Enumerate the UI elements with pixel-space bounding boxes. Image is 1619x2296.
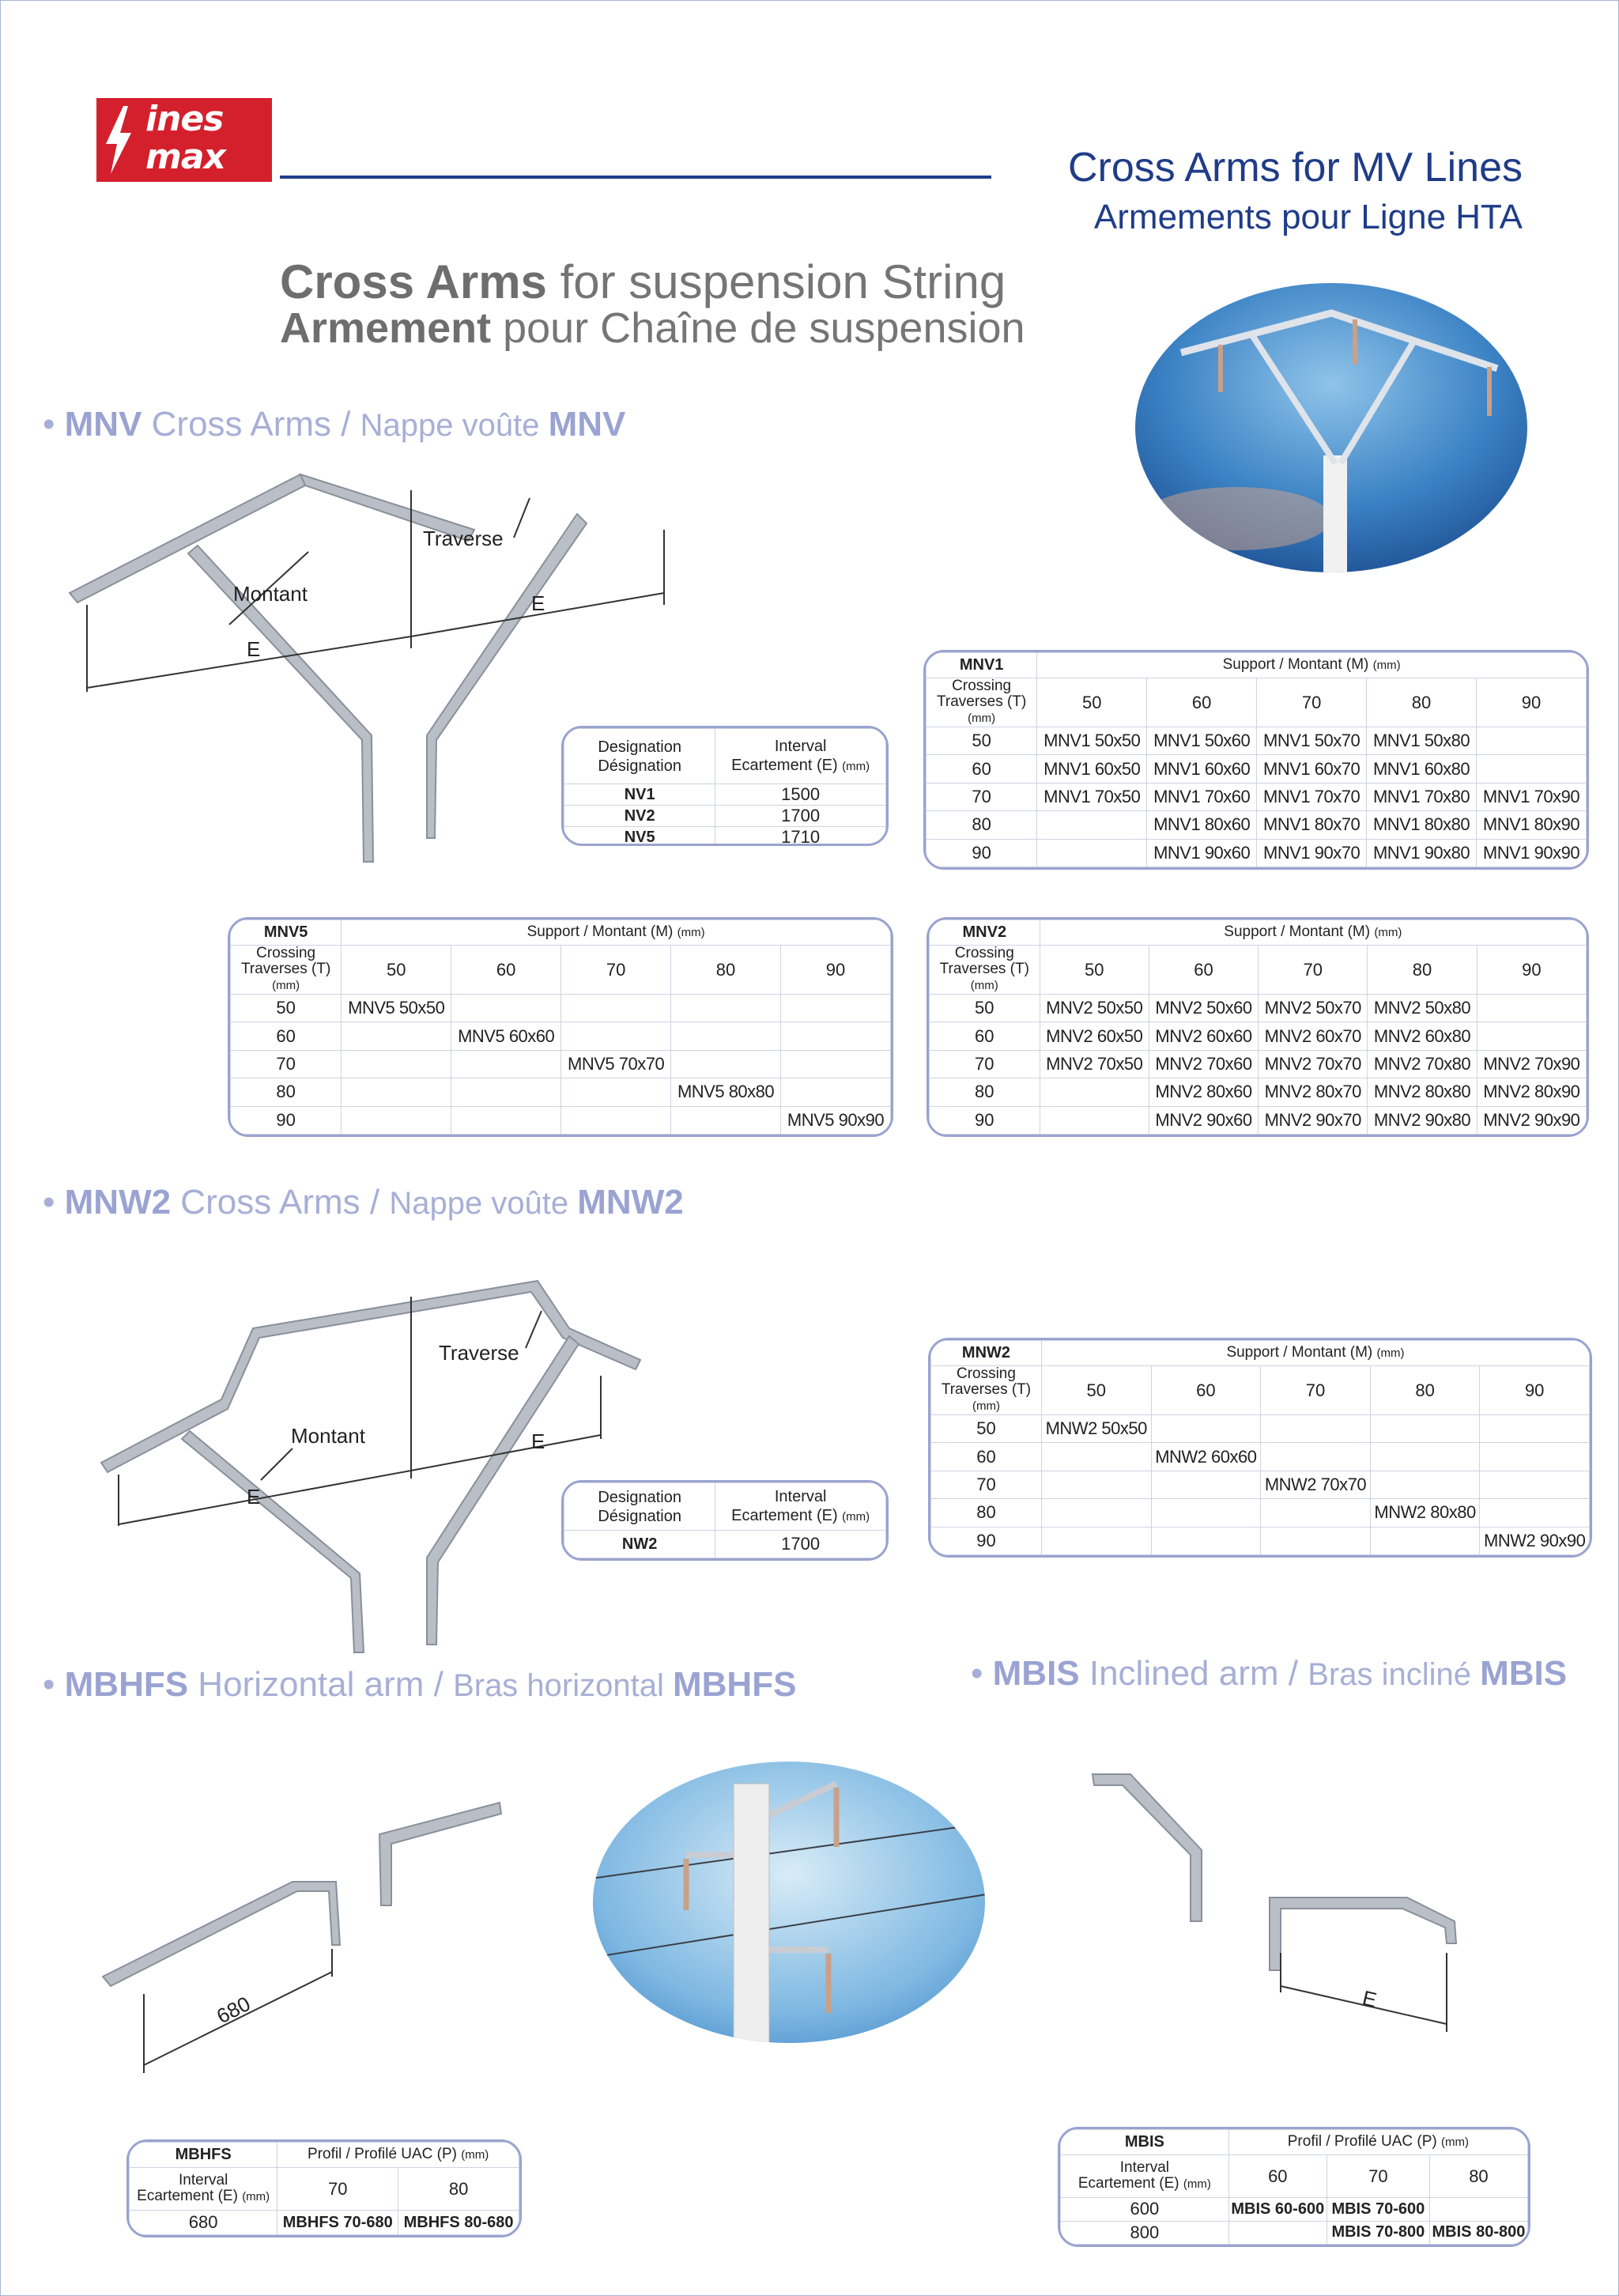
h: Interval [774, 1487, 827, 1505]
crossing-header [926, 678, 1037, 727]
mnw2-diagram [95, 1265, 648, 1652]
label-montant: Montant [291, 1424, 365, 1448]
table-cell: 1700 [715, 806, 886, 827]
col-header: 90 [1477, 946, 1586, 995]
interval-table-nw [561, 1480, 889, 1561]
table-cell [1228, 2221, 1327, 2245]
table-cell: MNV2 60x80 [1368, 1022, 1477, 1050]
table-cell: MNV1 90x90 [1477, 839, 1587, 867]
row-header: 80 [931, 1499, 1042, 1527]
col-header: 70 [561, 946, 671, 995]
section-code-fr: MBHFS [672, 1665, 797, 1704]
table-cell: MNV2 80x60 [1149, 1078, 1258, 1106]
table-cell [1480, 1471, 1590, 1498]
table-cell: NV1 [564, 784, 715, 806]
table-cell: MNW2 90x90 [1480, 1527, 1590, 1554]
table-mbis [1058, 2127, 1530, 2247]
interval-table-nv [561, 726, 889, 846]
h: Ecartement (E) [731, 1506, 843, 1524]
unit: (mm) [1372, 659, 1401, 672]
table-cell: MNV2 70x60 [1149, 1050, 1258, 1078]
table-cell [1261, 1499, 1371, 1527]
h: Support / Montant (M) [1224, 923, 1375, 940]
unit: (mm) [1374, 926, 1402, 939]
table-cell: MBHFS 80-680 [398, 2211, 519, 2235]
table-cell [1480, 1499, 1590, 1527]
section-code-fr: MNV [548, 405, 626, 444]
table-cell [1151, 1499, 1261, 1527]
table-cell [1480, 1443, 1590, 1471]
table-cell: MNV1 50x60 [1147, 727, 1257, 755]
table-cell [561, 1022, 671, 1050]
table-cell: MNV5 80x80 [671, 1078, 781, 1106]
unit: (mm) [677, 926, 705, 939]
profil-header [277, 2143, 519, 2168]
col-header: 90 [781, 946, 891, 995]
section-en: Horizontal arm / [188, 1665, 454, 1704]
row-header: 60 [926, 755, 1037, 783]
col-header: 70 [277, 2168, 398, 2211]
h: Designation [598, 1488, 681, 1506]
label-traverse: Traverse [423, 527, 504, 550]
h: Ecartement (E) [137, 2188, 243, 2204]
row-header: 60 [231, 1022, 342, 1050]
h: Désignation [598, 757, 681, 775]
table-cell: MNV1 60x50 [1037, 755, 1147, 783]
col-interval [715, 729, 886, 784]
table-cell [561, 1078, 671, 1106]
subtitle-fr [280, 304, 1025, 353]
col-header: 80 [1368, 946, 1477, 995]
support-header [342, 920, 891, 946]
label-e-right: E [531, 1429, 545, 1453]
logo-text-line2: max [145, 137, 225, 177]
subtitle-fr-rest: pour Chaîne de suspension [491, 304, 1025, 352]
table-cell: 1700 [715, 1531, 886, 1558]
mbhfs-diagram [95, 1787, 522, 2087]
col-header: 60 [1151, 1366, 1261, 1415]
row-header: 80 [930, 1078, 1040, 1106]
table-cell: MNV1 80x60 [1147, 811, 1257, 839]
table-cell: MBIS 80-800 [1429, 2221, 1527, 2245]
table-cell: 800 [1061, 2221, 1229, 2245]
table-cell: MNV1 70x60 [1147, 783, 1257, 810]
table-cell [342, 1022, 451, 1050]
col-interval [715, 1483, 886, 1531]
table-name: MBHFS [130, 2143, 277, 2168]
h: Désignation [598, 1507, 681, 1525]
col-header: 90 [1477, 678, 1587, 727]
col-header: 90 [1480, 1366, 1590, 1415]
table-cell: MNW2 50x50 [1041, 1415, 1151, 1443]
section-fr: Bras incliné [1308, 1657, 1481, 1692]
row-header: 60 [930, 1022, 1040, 1050]
h: Support / Montant (M) [1222, 656, 1373, 673]
table-cell [671, 995, 781, 1022]
table-cell [671, 1106, 781, 1134]
table-cell [781, 1022, 891, 1050]
table-cell: MNV1 50x70 [1257, 727, 1367, 755]
table-name: MBIS [1061, 2130, 1229, 2155]
table-cell [561, 995, 671, 1022]
table-cell: NV5 [564, 827, 715, 847]
h: Support / Montant (M) [1226, 1344, 1377, 1361]
mnv-photo [1134, 281, 1529, 574]
table-cell: MNV5 50x50 [342, 995, 451, 1022]
table-name: MNV1 [926, 653, 1037, 678]
col-header: 80 [398, 2168, 519, 2211]
section-fr: Nappe voûte [389, 1186, 578, 1221]
section-code: MNV [64, 405, 142, 444]
table-mbhfs [126, 2139, 522, 2237]
col-header: 50 [1037, 678, 1147, 727]
unit: (mm) [970, 979, 998, 992]
table-cell [1041, 1443, 1151, 1471]
col-header: 80 [671, 946, 781, 995]
section-fr: Bras horizontal [453, 1668, 673, 1703]
table-cell: NW2 [564, 1531, 715, 1558]
table-cell [342, 1078, 451, 1106]
table-cell: MNW2 80x80 [1370, 1499, 1480, 1527]
table-cell: MNV2 80x80 [1368, 1078, 1477, 1106]
table-cell: MNV1 80x70 [1257, 811, 1367, 839]
table-cell: MNV2 80x90 [1477, 1078, 1586, 1106]
row-header: 80 [231, 1078, 342, 1106]
col-header: 50 [1041, 1366, 1151, 1415]
unit: (mm) [842, 759, 870, 773]
subtitle-en-bold: Cross Arms [280, 255, 547, 308]
table-cell [1477, 1022, 1586, 1050]
table-cell [1261, 1527, 1371, 1554]
table-cell [451, 1050, 561, 1078]
section-en: Cross Arms / [142, 405, 360, 444]
table-cell: MNV2 70x90 [1477, 1050, 1586, 1078]
label-e-left: E [247, 1485, 261, 1509]
h: Designation [598, 738, 681, 756]
label-680: 680 [213, 1991, 255, 2029]
table-cell [451, 1106, 561, 1134]
h: Crossing [956, 1365, 1016, 1382]
row-header: 60 [931, 1443, 1042, 1471]
support-header [1037, 653, 1587, 678]
section-mbhfs-title [43, 1665, 796, 1705]
table-cell: MNV1 80x80 [1367, 811, 1477, 839]
table-cell [1370, 1471, 1480, 1498]
col-header: 60 [1228, 2155, 1327, 2198]
crossing-header [231, 946, 342, 995]
h: Interval [774, 737, 827, 755]
label-e: E [1360, 1985, 1379, 2012]
profil-header [1228, 2130, 1527, 2155]
col-header: 70 [1327, 2155, 1429, 2198]
col-header: 50 [342, 946, 451, 995]
table-cell: MNV1 50x50 [1037, 727, 1147, 755]
table-cell: MNV2 70x80 [1368, 1050, 1477, 1078]
interval-header [1061, 2155, 1229, 2198]
table-cell [781, 995, 891, 1022]
row-header: 90 [930, 1106, 1040, 1134]
row-header: 70 [926, 783, 1037, 810]
subtitle-en [280, 255, 1006, 309]
page-title: Cross Arms for MV Lines [1067, 145, 1523, 191]
logo-text-line1: ines [145, 99, 224, 139]
h: Ecartement (E) [731, 756, 843, 774]
table-cell: MNV1 90x70 [1257, 839, 1367, 867]
table-cell: MNV2 60x60 [1149, 1022, 1258, 1050]
table-mnv2 [926, 917, 1589, 1137]
section-mnw2-title [43, 1183, 684, 1222]
interval-header [130, 2168, 277, 2211]
unit: (mm) [968, 712, 996, 725]
h: Traverses (T) [240, 961, 331, 977]
col-header: 80 [1370, 1366, 1480, 1415]
table-cell: NV2 [564, 806, 715, 827]
table-cell: 680 [130, 2211, 277, 2235]
subtitle-fr-bold: Armement [280, 304, 492, 352]
col-header: 70 [1257, 678, 1367, 727]
table-cell: MNW2 60x60 [1151, 1443, 1261, 1471]
table-cell: MNV1 80x90 [1477, 811, 1587, 839]
mbhfs-mbis-photo [591, 1760, 987, 2045]
bullet: • [43, 1665, 55, 1704]
table-cell: MNV2 90x60 [1149, 1106, 1258, 1134]
unit: (mm) [242, 2190, 270, 2203]
table-cell: 600 [1061, 2198, 1229, 2222]
table-mnv5 [228, 917, 893, 1137]
table-cell [1041, 1527, 1151, 1554]
col-header: 80 [1367, 678, 1477, 727]
table-cell: 1500 [715, 784, 886, 806]
table-cell: MNV2 70x50 [1040, 1050, 1149, 1078]
table-cell: MNV2 90x70 [1259, 1106, 1368, 1134]
table-name: MNW2 [931, 1341, 1042, 1366]
col-header: 50 [1040, 946, 1149, 995]
row-header: 70 [231, 1050, 342, 1078]
h: Profil / Profilé UAC (P) [1287, 2133, 1442, 2150]
table-cell: MNV5 70x70 [561, 1050, 671, 1078]
row-header: 50 [931, 1415, 1042, 1443]
h: Crossing [256, 945, 316, 961]
label-traverse: Traverse [439, 1341, 519, 1365]
lightning-icon [103, 106, 134, 174]
row-header: 90 [926, 839, 1037, 867]
h: Crossing [954, 945, 1014, 961]
label-e-left: E [247, 637, 261, 661]
row-header: 50 [930, 995, 1040, 1022]
table-cell [1041, 1471, 1151, 1498]
h: Crossing [952, 678, 1012, 694]
unit: (mm) [1376, 1346, 1405, 1360]
row-header: 50 [926, 727, 1037, 755]
section-mbis-title [971, 1654, 1567, 1694]
table-cell [671, 1022, 781, 1050]
table-cell [1261, 1415, 1371, 1443]
table-cell [1477, 755, 1587, 783]
table-cell: MBIS 60-600 [1228, 2198, 1327, 2222]
mbis-diagram [1083, 1763, 1510, 2048]
h: Traverses (T) [936, 693, 1027, 710]
col-header: 60 [1149, 946, 1258, 995]
section-en: Inclined arm / [1079, 1654, 1308, 1693]
col-designation [564, 729, 715, 784]
table-cell: MNV2 50x50 [1040, 995, 1149, 1022]
table-cell [1480, 1415, 1590, 1443]
table-cell: MNV2 90x90 [1477, 1106, 1586, 1134]
table-cell: MNV1 70x70 [1257, 783, 1367, 810]
h: Profil / Profilé UAC (P) [308, 2146, 462, 2162]
table-cell: MNV2 60x70 [1259, 1022, 1368, 1050]
table-cell [1477, 727, 1587, 755]
table-cell: MBIS 70-600 [1327, 2198, 1429, 2222]
col-designation [564, 1483, 715, 1531]
support-header [1041, 1341, 1589, 1366]
h: Interval [1119, 2159, 1170, 2176]
row-header: 70 [931, 1471, 1042, 1498]
table-cell: MNV2 50x80 [1368, 995, 1477, 1022]
inesmax-logo [96, 98, 272, 182]
table-cell: 1710 [715, 827, 886, 847]
section-code-fr: MNW2 [577, 1183, 684, 1222]
header-rule [280, 176, 991, 179]
table-cell: MNV1 70x50 [1037, 783, 1147, 810]
table-cell: MNV1 60x60 [1147, 755, 1257, 783]
col-header: 70 [1261, 1366, 1371, 1415]
section-code: MNW2 [64, 1183, 172, 1222]
unit: (mm) [461, 2148, 489, 2162]
table-cell [671, 1050, 781, 1078]
col-header: 60 [451, 946, 561, 995]
h: Traverses (T) [939, 961, 1029, 977]
table-cell: MBHFS 70-680 [277, 2211, 398, 2235]
table-cell [781, 1050, 891, 1078]
table-cell: MNV1 70x80 [1367, 783, 1477, 810]
table-mnv1 [923, 650, 1589, 870]
h: Interval [179, 2172, 228, 2188]
row-header: 80 [926, 811, 1037, 839]
section-code: MBIS [992, 1654, 1080, 1693]
table-cell [451, 995, 561, 1022]
bullet: • [43, 1183, 55, 1222]
table-cell [1429, 2198, 1527, 2222]
table-cell [1370, 1527, 1480, 1554]
table-cell: MNW2 70x70 [1261, 1471, 1371, 1498]
crossing-header [931, 1366, 1042, 1415]
table-name: MNV2 [930, 920, 1040, 946]
table-cell: MNV1 60x70 [1257, 755, 1367, 783]
table-cell [1037, 811, 1147, 839]
section-code: MBHFS [64, 1665, 189, 1704]
table-cell [1041, 1499, 1151, 1527]
bullet: • [43, 405, 55, 444]
label-e-right: E [531, 591, 545, 615]
row-header: 50 [231, 995, 342, 1022]
row-header: 90 [931, 1527, 1042, 1554]
table-cell [1040, 1078, 1149, 1106]
table-cell: MNV2 70x70 [1259, 1050, 1368, 1078]
support-header [1040, 920, 1586, 946]
table-cell: MNV2 90x80 [1368, 1106, 1477, 1134]
unit: (mm) [1183, 2177, 1211, 2191]
table-cell [1477, 995, 1586, 1022]
table-cell [1037, 839, 1147, 867]
h: Ecartement (E) [1077, 2175, 1183, 2192]
table-cell [1151, 1415, 1261, 1443]
table-cell: MNV5 60x60 [451, 1022, 561, 1050]
unit: (mm) [272, 979, 300, 992]
page-title-fr: Armements pour Ligne HTA [1093, 198, 1523, 236]
table-cell [1151, 1471, 1261, 1498]
table-cell [1261, 1443, 1371, 1471]
table-cell [1370, 1443, 1480, 1471]
table-cell: MNV1 70x90 [1477, 783, 1587, 810]
table-cell [781, 1078, 891, 1106]
col-header: 60 [1147, 678, 1257, 727]
table-cell [1370, 1415, 1480, 1443]
row-header: 70 [930, 1050, 1040, 1078]
unit: (mm) [1441, 2136, 1469, 2149]
section-fr: Nappe voûte [360, 408, 549, 443]
table-cell [1040, 1106, 1149, 1134]
table-cell: MNV1 50x80 [1367, 727, 1477, 755]
subtitle-en-rest: for suspension String [546, 255, 1006, 308]
h: Support / Montant (M) [526, 923, 677, 940]
table-cell: MNV5 90x90 [781, 1106, 891, 1134]
col-header: 70 [1259, 946, 1368, 995]
table-cell [342, 1106, 451, 1134]
table-cell [1151, 1527, 1261, 1554]
col-header: 80 [1429, 2155, 1527, 2198]
table-cell: MNV1 90x60 [1147, 839, 1257, 867]
table-name: MNV5 [231, 920, 342, 946]
table-cell: MNV1 90x80 [1367, 839, 1477, 867]
table-cell: MNV2 50x70 [1259, 995, 1368, 1022]
table-cell [561, 1106, 671, 1134]
table-cell: MBIS 70-800 [1327, 2221, 1429, 2245]
table-cell [451, 1078, 561, 1106]
label-montant: Montant [233, 582, 308, 606]
unit: (mm) [842, 1509, 870, 1524]
bullet: • [971, 1654, 983, 1693]
table-cell: MNV2 60x50 [1040, 1022, 1149, 1050]
unit: (mm) [972, 1399, 1000, 1413]
table-cell: MNV1 60x80 [1367, 755, 1477, 783]
section-mnv-title [43, 405, 625, 444]
table-cell: MNV2 50x60 [1149, 995, 1258, 1022]
section-en: Cross Arms / [171, 1183, 390, 1222]
table-mnw2 [928, 1338, 1592, 1558]
row-header: 90 [231, 1106, 342, 1134]
crossing-header [930, 946, 1040, 995]
table-cell [342, 1050, 451, 1078]
h: Traverses (T) [941, 1381, 1032, 1398]
table-cell: MNV2 80x70 [1259, 1078, 1368, 1106]
section-code-fr: MBIS [1480, 1654, 1568, 1693]
